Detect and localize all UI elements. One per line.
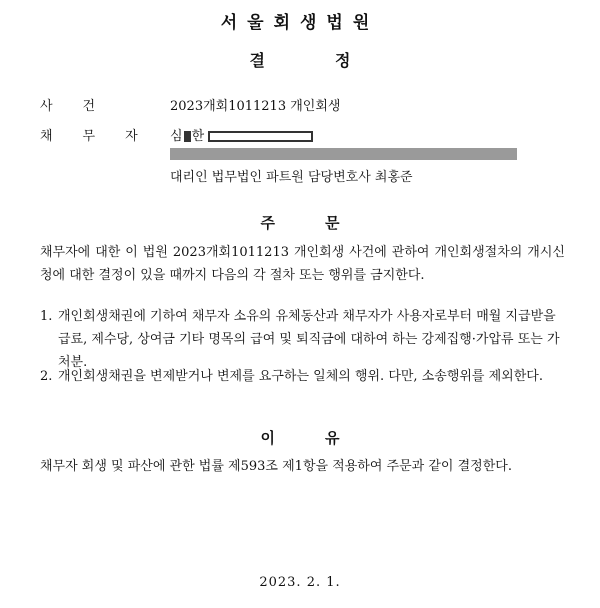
order-item-number: 1.: [40, 309, 53, 324]
order-item-text: 개인회생채권에 기하여 채무자 소유의 유체동산과 채무자가 사용자로부터 매월 지급받을 급료, 제수당, 상여금 기타 명목의 급여 및 퇴직금에 대하여 하는 강제집행·가압류 또는 가처분.: [58, 309, 560, 370]
order-item-1: [40, 305, 565, 374]
redaction-bar: [170, 148, 517, 160]
redaction-mark: [184, 131, 191, 142]
document-type-title: 결정: [249, 51, 421, 70]
reason-text: 채무자 회생 및 파산에 관한 법률 제593조 제1항을 적용하여 주문과 같이 결정한다.: [40, 459, 512, 474]
case-label: 사건: [40, 99, 126, 114]
order-item-2: [40, 365, 565, 388]
decision-date: 2023. 2. 1.: [259, 575, 341, 590]
order-item-number: 2.: [40, 369, 53, 384]
reason-heading: 이유: [260, 429, 390, 447]
order-heading: 주문: [260, 214, 390, 232]
debtor-name: [170, 125, 313, 144]
debtor-name-suffix: 한: [191, 129, 205, 144]
court-name: 서울회생법원: [220, 13, 380, 33]
case-value: 2023개회1011213 개인회생: [170, 99, 341, 114]
order-item-text: 개인회생채권을 변제받거나 변제를 요구하는 일체의 행위. 다만, 소송행위를 제외한다.: [58, 369, 543, 384]
debtor-name-prefix: 심: [170, 129, 183, 144]
debtor-label: 채무자: [40, 129, 168, 144]
order-intro: 채무자에 대한 이 법원 2023개회1011213 개인회생 사건에 관하여 개인회생절차의 개시신청에 대한 결정이 있을 때까지 다음의 각 절차 또는 행위를 금지한다.: [40, 245, 565, 283]
debtor-representative: 대리인 법무법인 파트원 담당변호사 최홍준: [170, 170, 413, 185]
redaction-box: [208, 131, 313, 142]
